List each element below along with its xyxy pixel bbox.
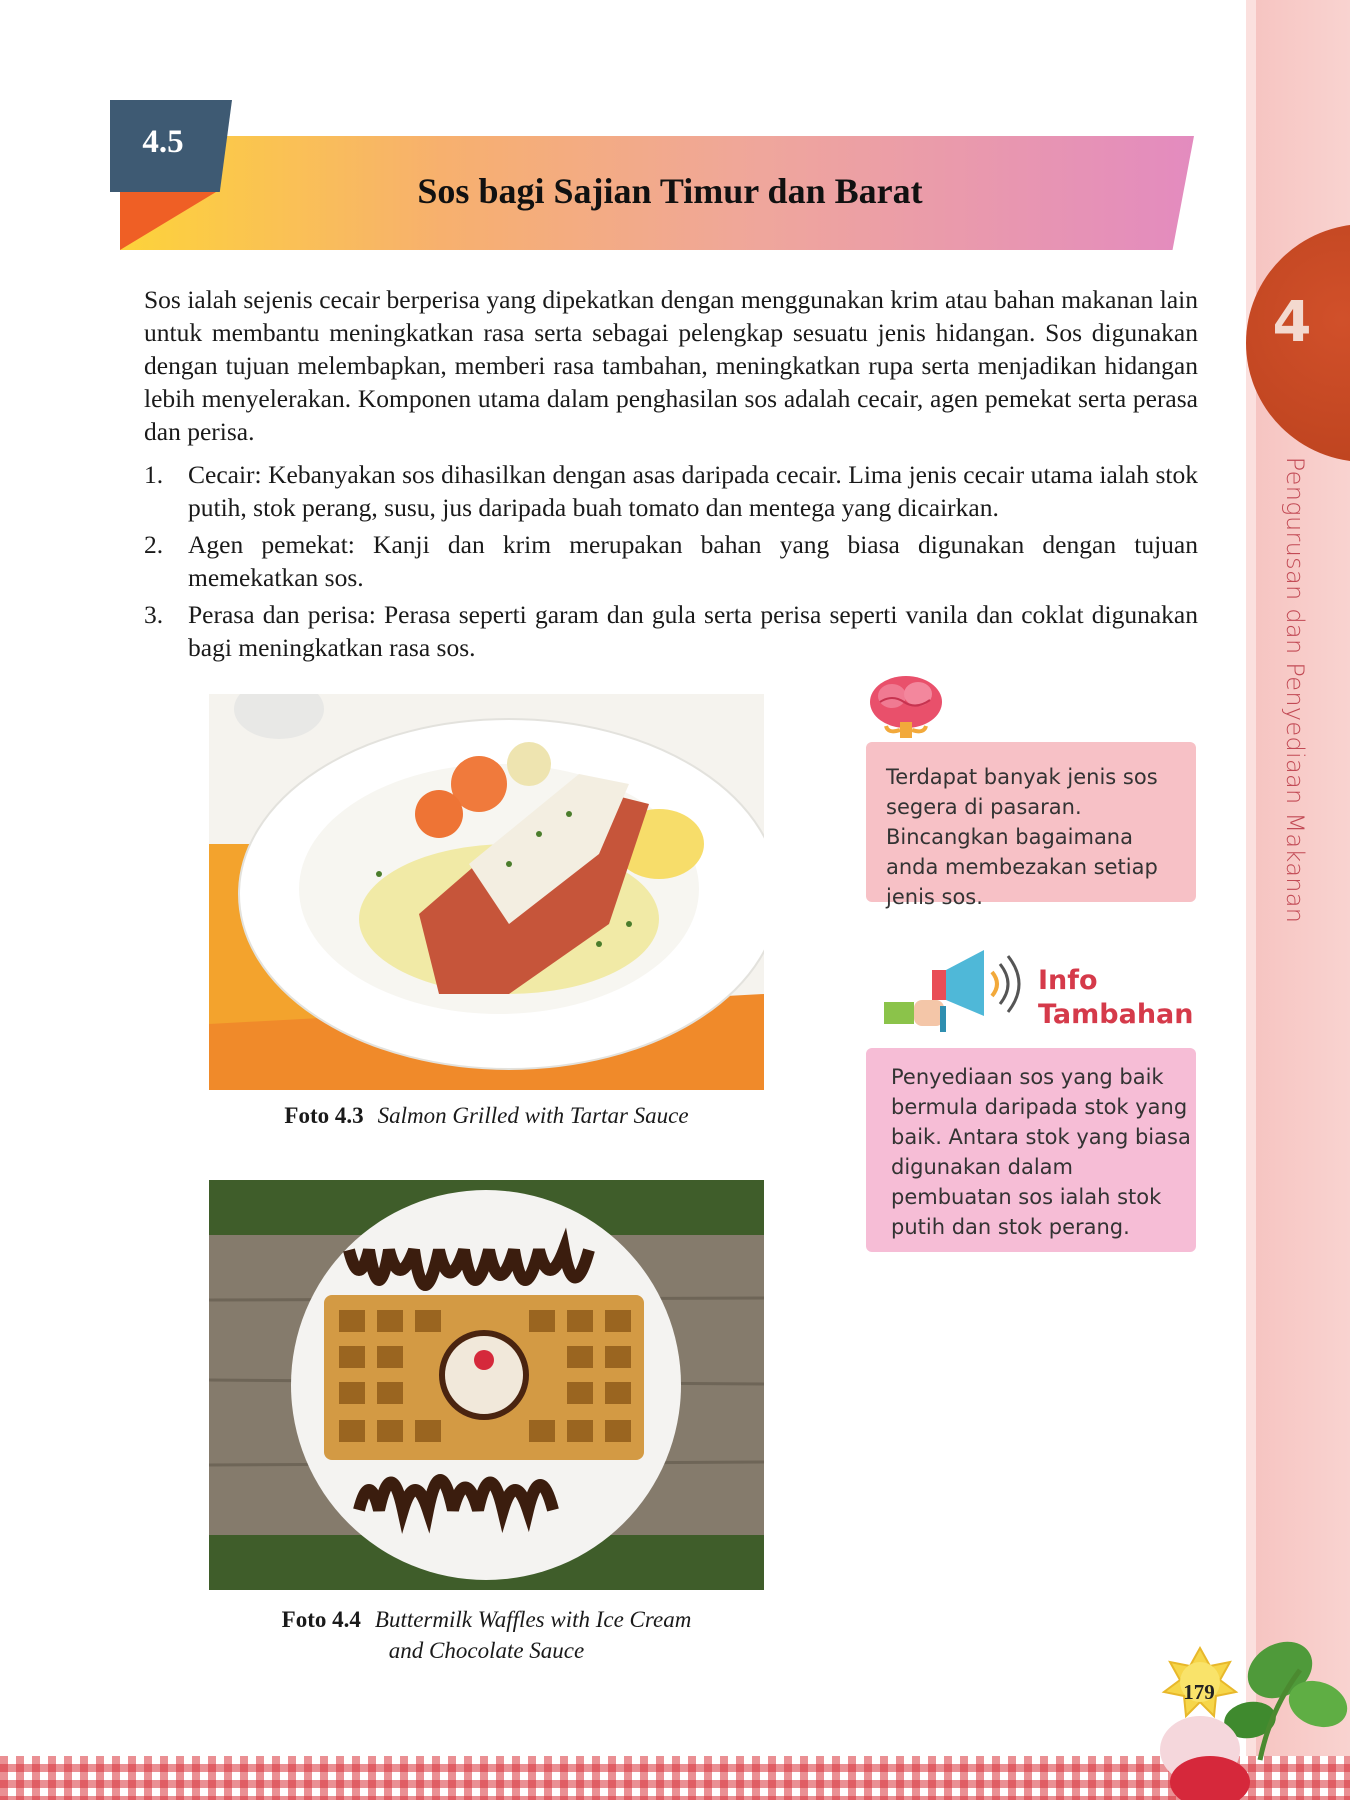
info-title-line1: Info	[1038, 965, 1098, 996]
megaphone-icon	[884, 946, 1034, 1036]
salmon-photo	[209, 694, 764, 1090]
photo-title: Buttermilk Waffles with Ice Cream	[374, 1607, 692, 1632]
info-text: Penyediaan sos yang baik bermula daripada stok yang baik. Antara stok yang biasa digunakan dalam pembuatan sos ialah stok putih dan stok perang.	[891, 1065, 1191, 1239]
list-text: Agen pemekat: Kanji dan krim merupakan bahan yang biasa digunakan dengan tujuan memekatkan sos.	[188, 530, 1198, 592]
photo-title-line2: and Chocolate Sauce	[388, 1638, 585, 1663]
photo-label: Foto 4.4	[281, 1607, 361, 1632]
chapter-title: Pengurusan dan Penyediaan Makanan	[1281, 456, 1309, 924]
page-number: 179	[1183, 1680, 1215, 1704]
list-item	[144, 528, 1198, 594]
brain-icon	[866, 672, 946, 752]
intro-paragraph: Sos ialah sejenis cecair berperisa yang dipekatkan dengan menggunakan krim atau bahan makanan lain untuk membantu meningkatkan rasa serta sebagai pelengkap sesuatu jenis hidangan. Sos digunakan dengan tujuan melembapkan, memberi rasa tambahan, meningkatkan rupa serta menjadikan hidangan lebih menyelerakan. Komponen utama dalam penghasilan sos adalah cecair, agen pemekat serta perasa dan perisa.	[144, 285, 1198, 446]
info-title	[1038, 964, 1194, 1032]
radish-icon	[1140, 1610, 1350, 1800]
discussion-text: Terdapat banyak jenis sos segera di pasaran. Bincangkan bagaimana anda membezakan setiap jenis sos.	[886, 765, 1158, 909]
list-number: 3.	[144, 600, 164, 629]
section-title: Sos bagi Sajian Timur dan Barat	[417, 171, 923, 211]
photo-caption	[209, 1103, 764, 1129]
chapter-number: 4	[1272, 290, 1312, 355]
list-text: Perasa dan perisa: Perasa seperti garam dan gula serta perisa seperti vanila dan coklat digunakan bagi meningkatkan rasa sos.	[188, 600, 1198, 662]
list-text: Cecair: Kebanyakan sos dihasilkan dengan asas daripada cecair. Lima jenis cecair utama ialah stok putih, stok perang, susu, jus daripada buah tomato dan mentega yang dicairkan.	[188, 460, 1198, 522]
list-item	[144, 458, 1198, 524]
photo-caption	[209, 1604, 764, 1666]
waffle-photo	[209, 1180, 764, 1590]
list-number: 2.	[144, 530, 164, 559]
photo-label: Foto 4.3	[284, 1103, 364, 1128]
list-number: 1.	[144, 460, 164, 489]
photo-title: Salmon Grilled with Tartar Sauce	[377, 1103, 689, 1128]
component-list	[144, 458, 1198, 668]
section-number: 4.5	[142, 124, 184, 160]
list-item	[144, 598, 1198, 664]
info-title-line2: Tambahan	[1038, 999, 1194, 1030]
